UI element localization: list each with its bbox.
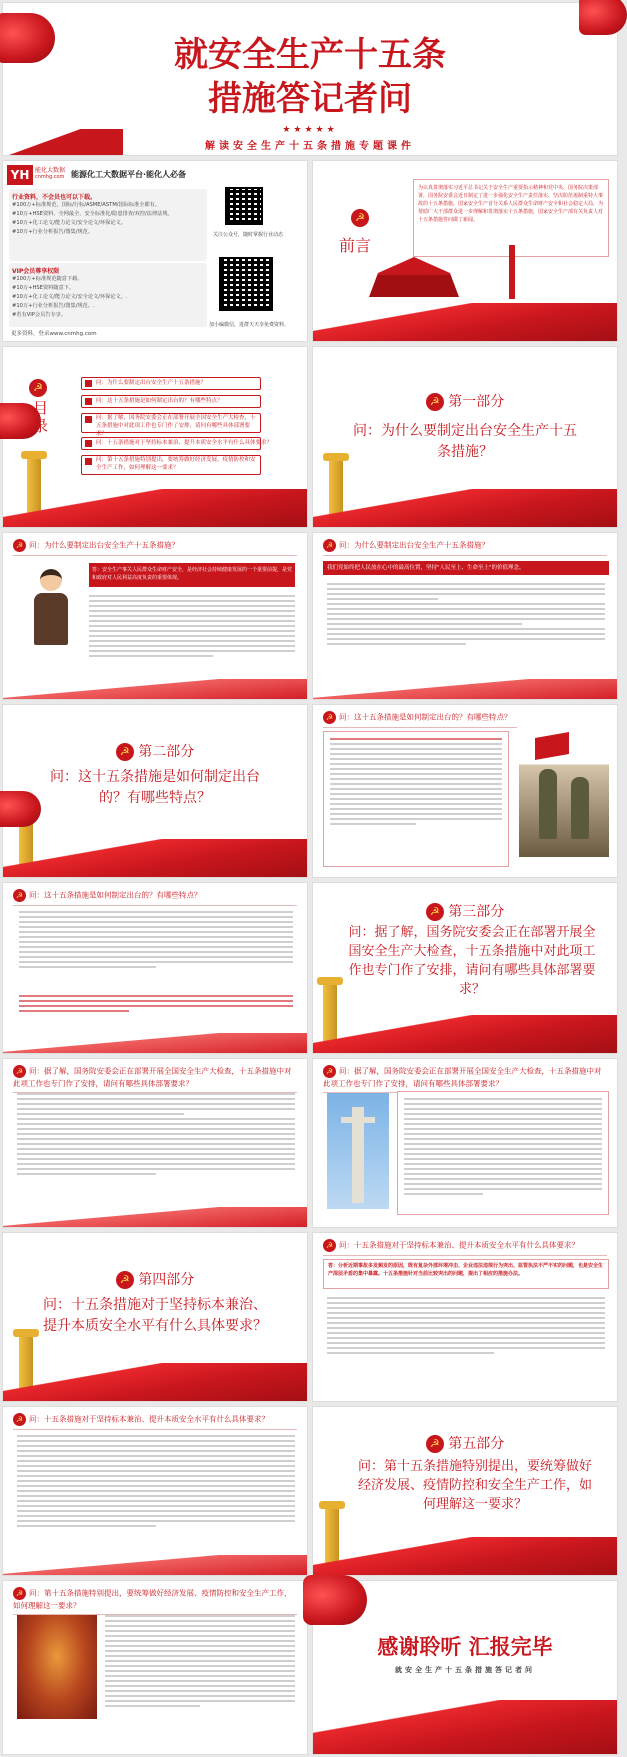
part4-label [3,1269,307,1289]
q1-cont-slide[interactable] [312,532,618,700]
ad-item: #10万+行业分析报告/图集/规范。 [12,229,94,235]
cover-title-line1: 就安全生产十五条 [174,35,446,75]
red-wave-corner [3,129,123,155]
part3-slide[interactable] [312,882,618,1054]
q2-header [323,711,517,728]
q4-cont-slide[interactable] [2,1406,308,1576]
q1-header-text: 问：为什么要制定出台安全生产十五条措施？ [29,540,179,550]
q3-cont-slide[interactable] [312,1058,618,1228]
q2-header [13,889,297,906]
toc-slide[interactable] [2,346,308,528]
ad-item: #10万+HSE资料，全网最全，安全标准化/隐患排查/双控/法律法规。 [12,211,173,217]
party-emblem-icon: ☭ [13,1413,26,1426]
q3b-body-text [404,1098,602,1195]
party-emblem-icon: ☭ [29,379,47,397]
q1-header-text-2: 问：为什么要制定出台安全生产十五条措施？ [339,540,489,550]
q2-body-box [323,731,509,867]
party-emblem-icon: ☭ [351,209,369,227]
party-emblem-icon: ☭ [323,539,336,552]
red-wave-decoration [313,1015,617,1053]
q4-header-text: 问：十五条措施对于坚持标本兼治、提升本质安全水平有什么具体要求？ [339,1240,579,1250]
ad-headline: 能源化工大数据平台·能化人必备 [71,170,187,179]
red-wave-decoration [313,489,617,527]
ad-footer[interactable]: 更多资料，登录www.cnmhg.com [11,331,97,337]
ad-slide[interactable] [2,160,308,342]
q1-answer-box: 答：安全生产事关人民群众生命财产安全，是经济社会持续健康发展的一个重要前提，是党和政府对人民利益高度负责的重要体现。 [89,563,295,587]
ad-item: #10万+行业分析报告/图集/规范。. [12,303,95,309]
party-emblem-icon: ☭ [323,1065,336,1078]
ad-item: #10万+HSE资料随意下。 [12,285,75,291]
cover-title [3,33,617,121]
ad-item: #100万+标准规范随意下载。 [12,276,83,282]
soldiers-image [519,725,609,857]
part1-label [313,391,617,411]
red-wave-decoration [313,1537,617,1575]
red-wave-decoration [313,303,617,341]
q4-answer-box: 答：分析近期事故多发频发的原因，既有复杂外部环境冲击、企业违法违规行为突出、监管执法不严不实的问题，也是安全生产深层矛盾的集中暴露。十五条措施针对当前比较突出的问题，提出了相应的措施办法。 [323,1259,609,1289]
party-emblem-icon: ☭ [13,889,26,902]
ad-item: #若有VIP会员告专享。 [12,312,67,318]
toc-label: 目录 [33,399,49,435]
toc-item-1[interactable]: 问：为什么要制定出台安全生产十五条措施？ [81,377,261,390]
part5-label-text: 第五部分 [448,1436,505,1452]
platform-logo: YH [7,165,33,185]
ad-item: #10万+化工论文/能力论文/安全论文/环保论文。. [12,294,128,300]
q4b-body-text [17,1435,295,1527]
q3-header [323,1065,607,1093]
cover-slide[interactable] [2,2,618,156]
ad-items1 [12,201,204,237]
part1-label-text: 第一部分 [448,394,505,410]
red-wave-decoration [3,1033,307,1053]
logo-name: 能化大数据 [35,167,66,174]
ad-section2-title: VIP会员尊享权限 [12,268,60,275]
huabiao-image [327,1093,389,1209]
q5-header-text: 问：第十五条措施特别提出，要统筹做好经济发展、疫情防控和安全生产工作，如何理解这一要求？ [13,1588,292,1610]
q3-content-slide[interactable] [2,1058,308,1228]
logo-url: cnmhg.com [35,174,65,180]
red-wave-decoration [3,1207,307,1227]
part2-label-text: 第二部分 [138,744,195,760]
red-flag-decoration [303,1575,367,1625]
q1-header [13,539,297,556]
qr-code-icon-1 [225,187,263,225]
toc-item-2[interactable]: 问：这十五条措施是如何制定出台的？有哪些特点？ [81,395,261,408]
q2b-body-text [19,911,293,968]
preface-text-box: 为认真贯彻落实习近平总书记关于安全生产重要指示精神和党中央、国务院决策部署，国务院安委会近日制定了进一步强化安全生产责任落实、坚决防范遏制重特大事故的十五条措施。国家安全生产首分关系人民群众生命财产安全和社会稳定大局，为帮助广大干部群众进一步理解和贯彻落实十五条措施，国家安全生产部有关负责人对十五条措施答问做了新闻。 [413,179,609,257]
q1b-title: 我们党始终把人民放在心中的最高位置，坚持"人民至上、生命至上"的价值理念。 [323,561,609,575]
red-wave-decoration [3,1363,307,1401]
part1-slide[interactable] [312,346,618,528]
q1-body-text [89,595,295,657]
ad-item: #10万+化工论文/能力论文/安全论文/环保论文。 [12,220,126,226]
q1-content-slide[interactable] [2,532,308,700]
q5-body-text [105,1615,295,1707]
preface-emblem [351,207,369,227]
stars-row: ★★★★★ [282,125,338,135]
toc-item-5[interactable]: 问：第十五条措施特别提出，要统筹做好经济发展、疫情防控和安全生产工作，如何理解这一要求？ [81,455,261,475]
q3-header [13,1065,297,1093]
party-emblem-icon: ☭ [13,1065,26,1078]
qr1-caption: 关注公众号，随时掌握行业动态 [213,232,284,238]
part2-question: 问：这十五条措施是如何制定出台的？有哪些特点？ [50,769,260,806]
q3-header-text: 问：据了解，国务院安委会正在部署开展全国安全生产大检查，十五条措施中对此项工作也专门作了安排，请问有哪些具体部署要求？ [13,1066,292,1088]
ending-slide[interactable] [312,1580,618,1755]
q5-content-slide[interactable] [2,1580,308,1755]
q3-header-text-2: 问：据了解，国务院安委会正在部署开展全国安全生产大检查，十五条措施中对此项工作也专门作了安排，请问有哪些具体部署要求？ [323,1066,602,1088]
part3-label-text: 第三部分 [448,904,505,920]
party-emblem-icon: ☭ [426,393,444,411]
q4-body-text [327,1297,605,1354]
tiananmen-image [369,257,459,297]
q1b-body-text [327,583,605,645]
party-emblem-icon: ☭ [323,711,336,724]
part4-question: 问：十五条措施对于坚持标本兼治、提升本质安全水平有什么具体要求？ [43,1297,267,1334]
ad-item: #100万+标准规范，国标/行标/ASME/ASTM/国际标准全都有。 [12,202,161,208]
party-emblem-icon: ☭ [323,1239,336,1252]
q2-body-text [330,738,502,825]
toc-emblem [29,377,47,397]
party-emblem-icon: ☭ [13,1587,26,1600]
part2-label [3,741,307,761]
party-emblem-icon: ☭ [426,1435,444,1453]
q2-header-text: 问：这十五条措施是如何制定出台的？有哪些特点？ [339,712,512,722]
preface-title: 前言 [339,236,372,255]
red-wave-decoration [3,1555,307,1575]
ending-subtitle: 就安全生产十五条措施答记者问 [395,1666,535,1674]
cover-title-line2: 措施答记者问 [208,79,412,119]
part4-slide[interactable] [2,1232,308,1402]
red-wave-decoration [313,679,617,699]
q2b-highlight-text [19,995,293,1012]
q2-cont-slide[interactable] [2,882,308,1054]
qr-code-icon-2 [219,257,273,311]
red-wave-decoration [3,839,307,877]
red-wave-decoration [313,1700,617,1754]
ad-section2 [9,263,207,327]
ending-title: 感谢聆听 汇报完毕 [377,1635,553,1659]
q5-header [13,1587,297,1615]
part2-slide[interactable] [2,704,308,878]
ad-section1-title: 行业资料，不会员也可以下载。 [12,194,97,201]
red-flag-decoration [0,791,41,827]
q4-content-slide[interactable] [312,1232,618,1402]
q1-header [323,539,607,556]
q4-header [13,1413,297,1430]
part5-question: 问：第十五条措施特别提出，要统筹做好经济发展、疫情防控和安全生产工作，如何理解这一要求？ [357,1459,592,1512]
preface-slide[interactable] [312,160,618,342]
red-wave-decoration [3,489,307,527]
part5-slide[interactable] [312,1406,618,1576]
speaker-figure [31,569,71,659]
part3-label [313,901,617,921]
ad-items2 [12,275,204,320]
party-emblem-icon: ☭ [13,539,26,552]
q3-body-text [17,1093,295,1175]
part3-question: 问：据了解，国务院安委会正在部署开展全国安全生产大检查，十五条措施中对此项工作也专门作了安排，请问有哪些具体部署要求？ [348,925,596,997]
party-emblem-icon: ☭ [426,903,444,921]
tower-image [509,245,515,299]
cover-subtitle: 解读安全生产十五条措施专题课件 [205,141,415,152]
red-wave-decoration [3,679,307,699]
party-emblem-icon: ☭ [116,743,134,761]
part4-label-text: 第四部分 [138,1272,195,1288]
lion-statue-image [17,1615,97,1719]
q4-header [323,1239,607,1256]
ad-section1 [9,189,207,261]
qr2-caption: 加小编微信，进群天天享免费资料。 [209,322,290,328]
part1-question: 问：为什么要制定出台安全生产十五条措施？ [353,423,577,460]
q4-header-text-2: 问：十五条措施对于坚持标本兼治、提升本质安全水平有什么具体要求？ [29,1414,269,1424]
q3b-body-box [397,1091,609,1215]
part5-label [313,1433,617,1453]
toc-item-3[interactable]: 问：据了解，国务院安委会正在部署开展全国安全生产大检查，十五条措施中对此项工作也专门作了安排，请问有哪些具体部署要求？ [81,413,261,433]
party-emblem-icon: ☭ [116,1271,134,1289]
q2-content-slide[interactable] [312,704,618,878]
red-flag-decoration-right [579,0,627,35]
q2-header-text-2: 问：这十五条措施是如何制定出台的？有哪些特点？ [29,890,202,900]
toc-item-4[interactable]: 问：十五条措施对于坚持标本兼治、提升本质安全水平有什么具体要求？ [81,437,261,450]
